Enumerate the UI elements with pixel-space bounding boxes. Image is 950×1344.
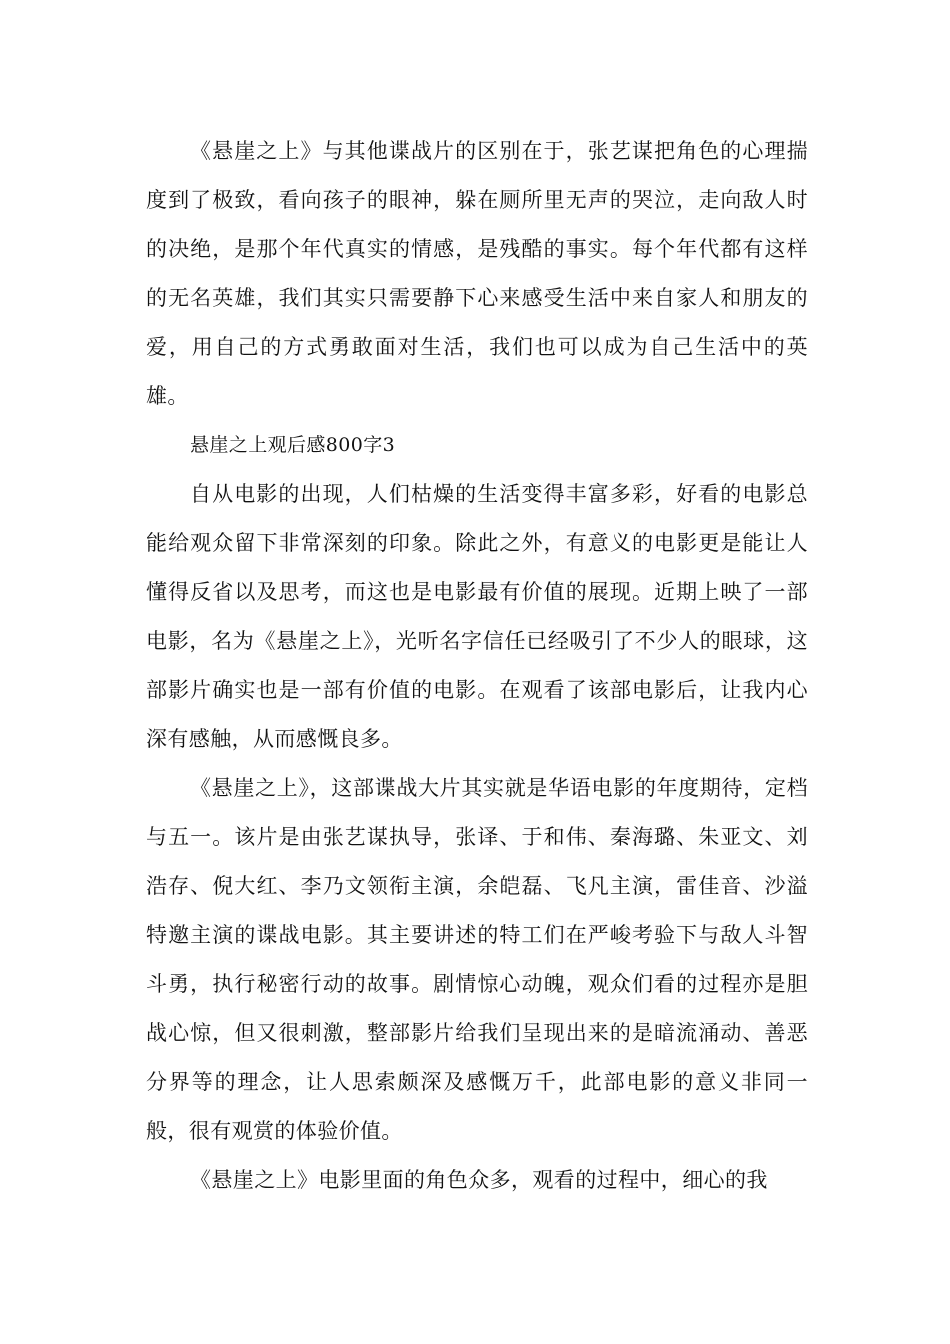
paragraph-2: 自从电影的出现，人们枯燥的生活变得丰富多彩，好看的电影总能给观众留下非常深刻的印象。除此之外，有意义的电影更是能让人懂得反省以及思考，而这也是电影最有价值的展现。近期上映了一部电影，名为《悬崖之上》，光听名字信任已经吸引了不少人的眼球，这部影片确实也是一部有价值的电影。在观看了该部电影后，让我内心深有感触，从而感慨良多。	[146, 482, 808, 751]
paragraph-1: 《悬崖之上》与其他谍战片的区别在于，张艺谋把角色的心理揣度到了极致，看向孩子的眼神，躲在厕所里无声的哭泣，走向敌人时的决绝，是那个年代真实的情感，是残酷的事实。每个年代都有这样的无名英雄，我们其实只需要静下心来感受生活中来自家人和朋友的爱，用自己的方式勇敢面对生活，我们也可以成为自己生活中的英雄。	[146, 139, 808, 408]
paragraph-3: 《悬崖之上》，这部谍战大片其实就是华语电影的年度期待，定档与五一。该片是由张艺谋执导，张译、于和伟、秦海璐、朱亚文、刘浩存、倪大红、李乃文领衔主演，余皑磊、飞凡主演，雷佳音、沙溢特邀主演的谍战电影。其主要讲述的特工们在严峻考验下与敌人斗智斗勇，执行秘密行动的故事。剧情惊心动魄，观众们看的过程亦是胆战心惊，但又很刺激，整部影片给我们呈现出来的是暗流涌动、善恶分界等的理念，让人思索颇深及感慨万千，此部电影的意义非同一般，很有观赏的体验价值。	[146, 776, 808, 1143]
section-heading: 悬崖之上观后感800字3	[190, 434, 396, 456]
body-text	[146, 127, 808, 1205]
paragraph-4: 《悬崖之上》电影里面的角色众多，观看的过程中，细心的我	[190, 1168, 768, 1192]
